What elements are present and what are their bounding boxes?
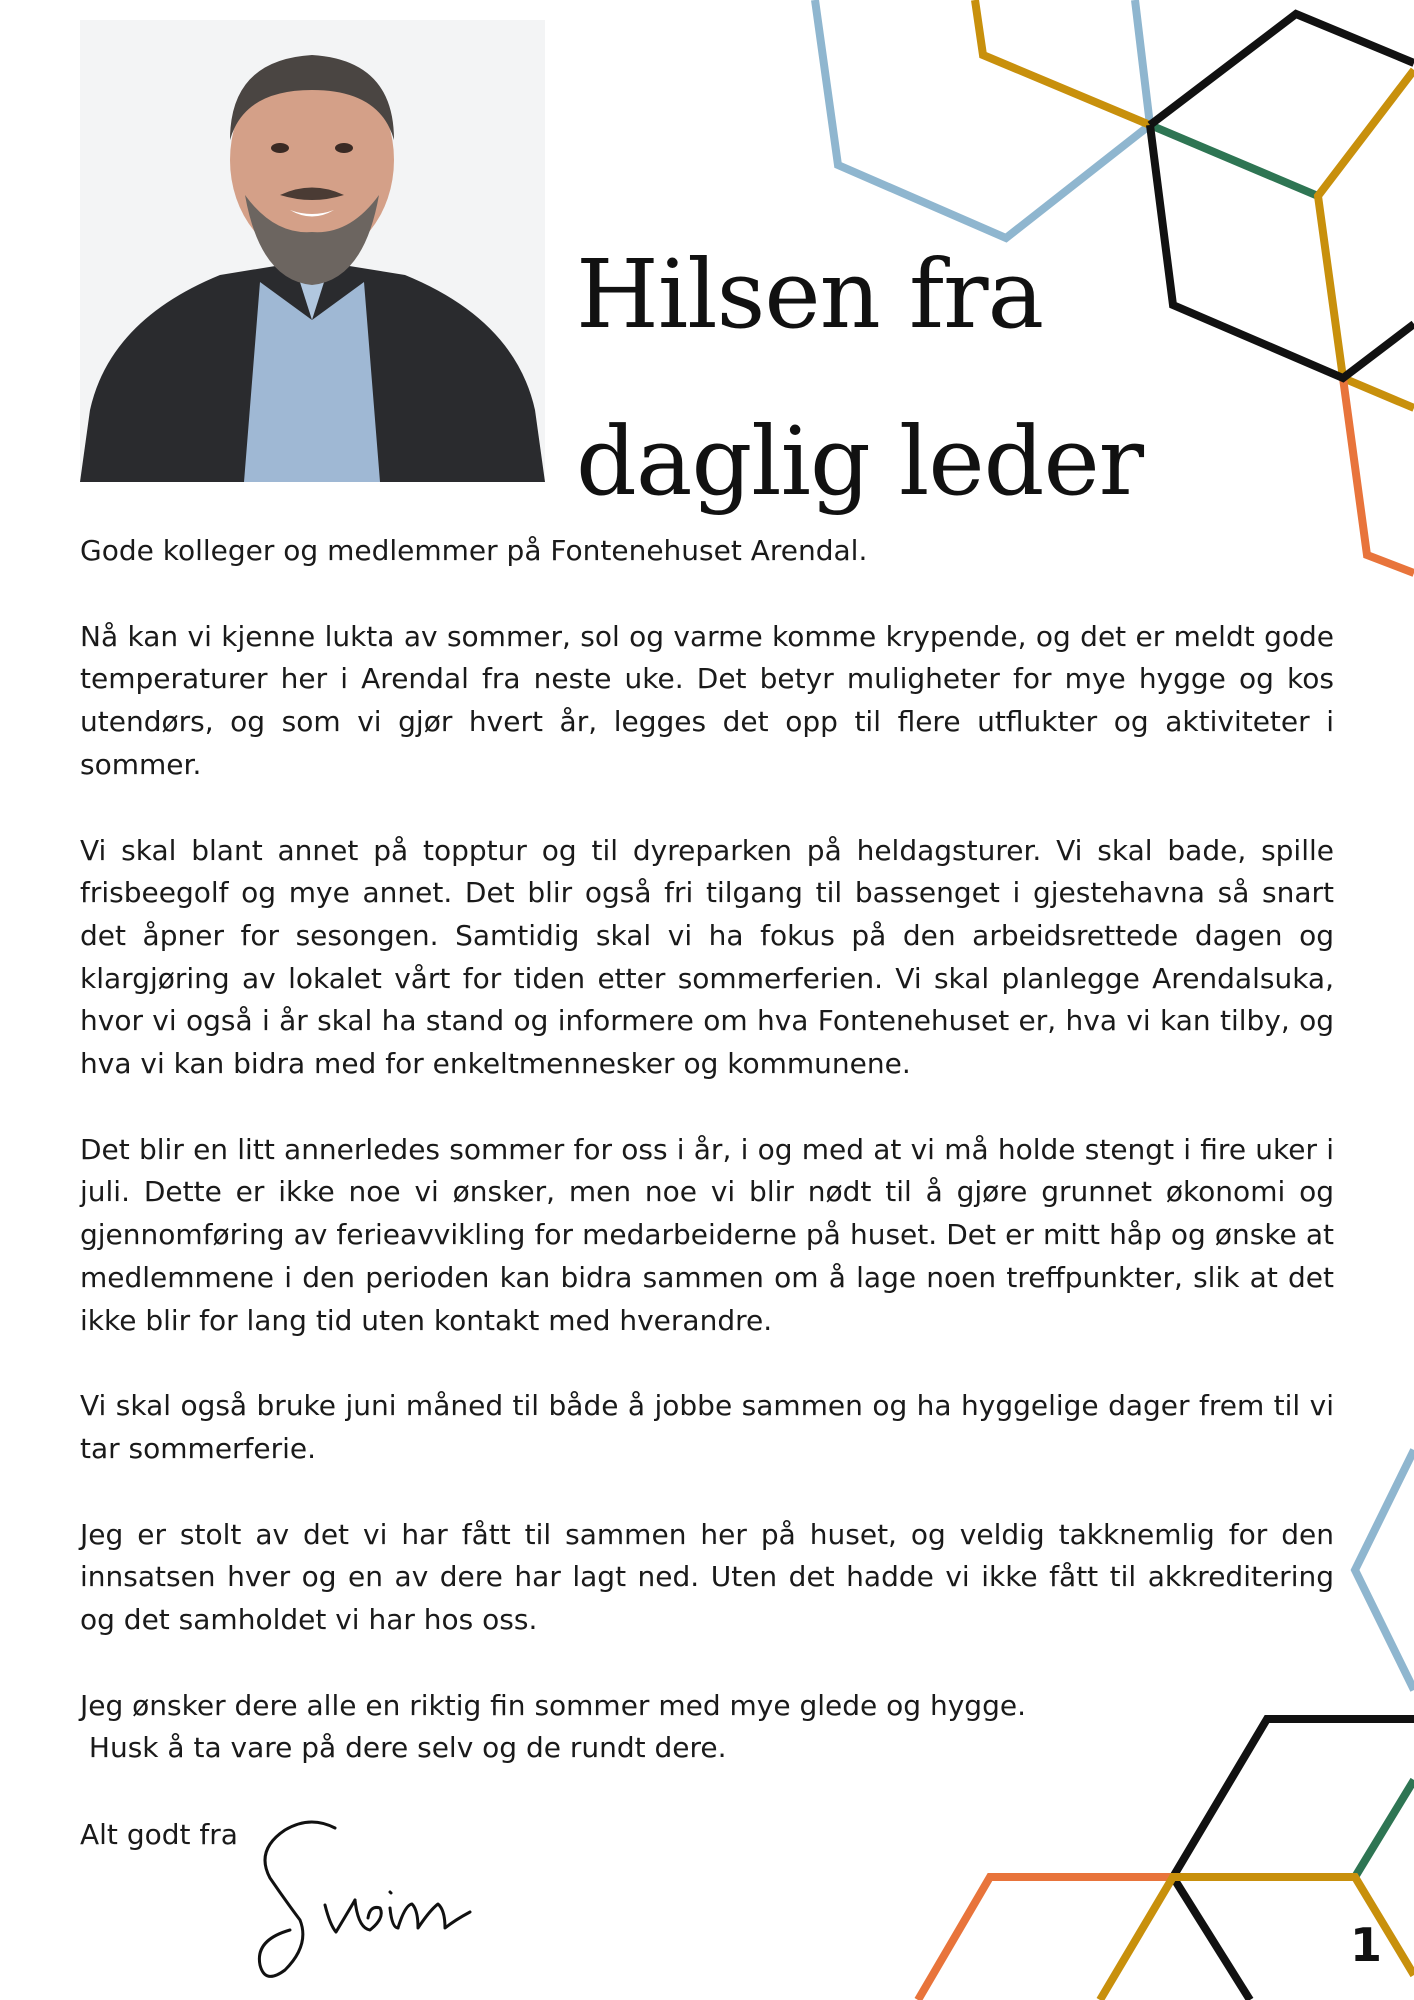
- letter-body: [80, 530, 1334, 1813]
- paragraph: Nå kan vi kjenne lukta av sommer, sol og varme komme krypende, og det er meldt gode temperaturer her i Arendal fra neste uke. Det betyr muligheter for mye hygge og kos utendørs, og som vi gjør hvert år, legges det opp til flere utflukter og aktiviteter i sommer.: [80, 619, 1334, 781]
- paragraph: Vi skal også bruke juni måned til både å jobbe sammen og ha hyggelige dager frem til vi tar sommerferie.: [80, 1389, 1334, 1465]
- closing-line-1: Jeg ønsker dere alle en riktig fin sommer med mye glede og hygge.: [80, 1688, 1026, 1722]
- page-title: [576, 212, 1143, 546]
- paragraph: Det blir en litt annerledes sommer for oss i år, i og med at vi må holde stengt i fire uker i juli. Dette er ikke noe vi ønsker, men noe vi blir nødt til å gjøre grunnet økonomi og gjennomføring av ferieavvikling for medarbeiderne på huset. Det er mitt håp og ønske at medlemmene i den perioden kan bidra sammen om å lage noen treffpunkter, slik at det ikke blir for lang tid uten kontakt med hverandre.: [80, 1132, 1334, 1337]
- greeting: Gode kolleger og medlemmer på Fontenehuset Arendal.: [80, 534, 868, 567]
- portrait-icon: [80, 20, 545, 482]
- paragraph: Vi skal blant annet på topptur og til dyreparken på heldagsturer. Vi skal bade, spille frisbeegolf og mye annet. Det blir også fri tilgang til bassenget i gjestehavna så snart det åpner for sesongen. Samtidig skal vi ha fokus på den arbeidsrettede dagen og klargjøring av lokalet vårt for tiden etter sommerferien. Vi skal planlegge Arendalsuka, hvor vi også i år skal ha stand og informere om hva Fontenehuset er, hva vi kan tilby, og hva vi kan bidra med for enkeltmennesker og kommunene.: [80, 833, 1334, 1081]
- page-number: 1: [1350, 1918, 1383, 1972]
- title-line-2: daglig leder: [576, 407, 1144, 517]
- signoff-text: Alt godt fra: [80, 1818, 238, 1851]
- closing-line-2: Husk å ta vare på dere selv og de rundt dere.: [80, 1731, 727, 1765]
- handwritten-signature: [240, 1800, 490, 1990]
- portrait-photo: [80, 20, 545, 482]
- paragraph: Jeg er stolt av det vi har fått til sammen her på huset, og veldig takknemlig for den innsatsen hver og en av dere har lagt ned. Uten det hadde vi ikke fått til akkreditering og det samholdet vi har hos oss.: [80, 1517, 1334, 1637]
- title-line-1: Hilsen fra: [576, 240, 1044, 350]
- closing: [80, 1685, 1334, 1770]
